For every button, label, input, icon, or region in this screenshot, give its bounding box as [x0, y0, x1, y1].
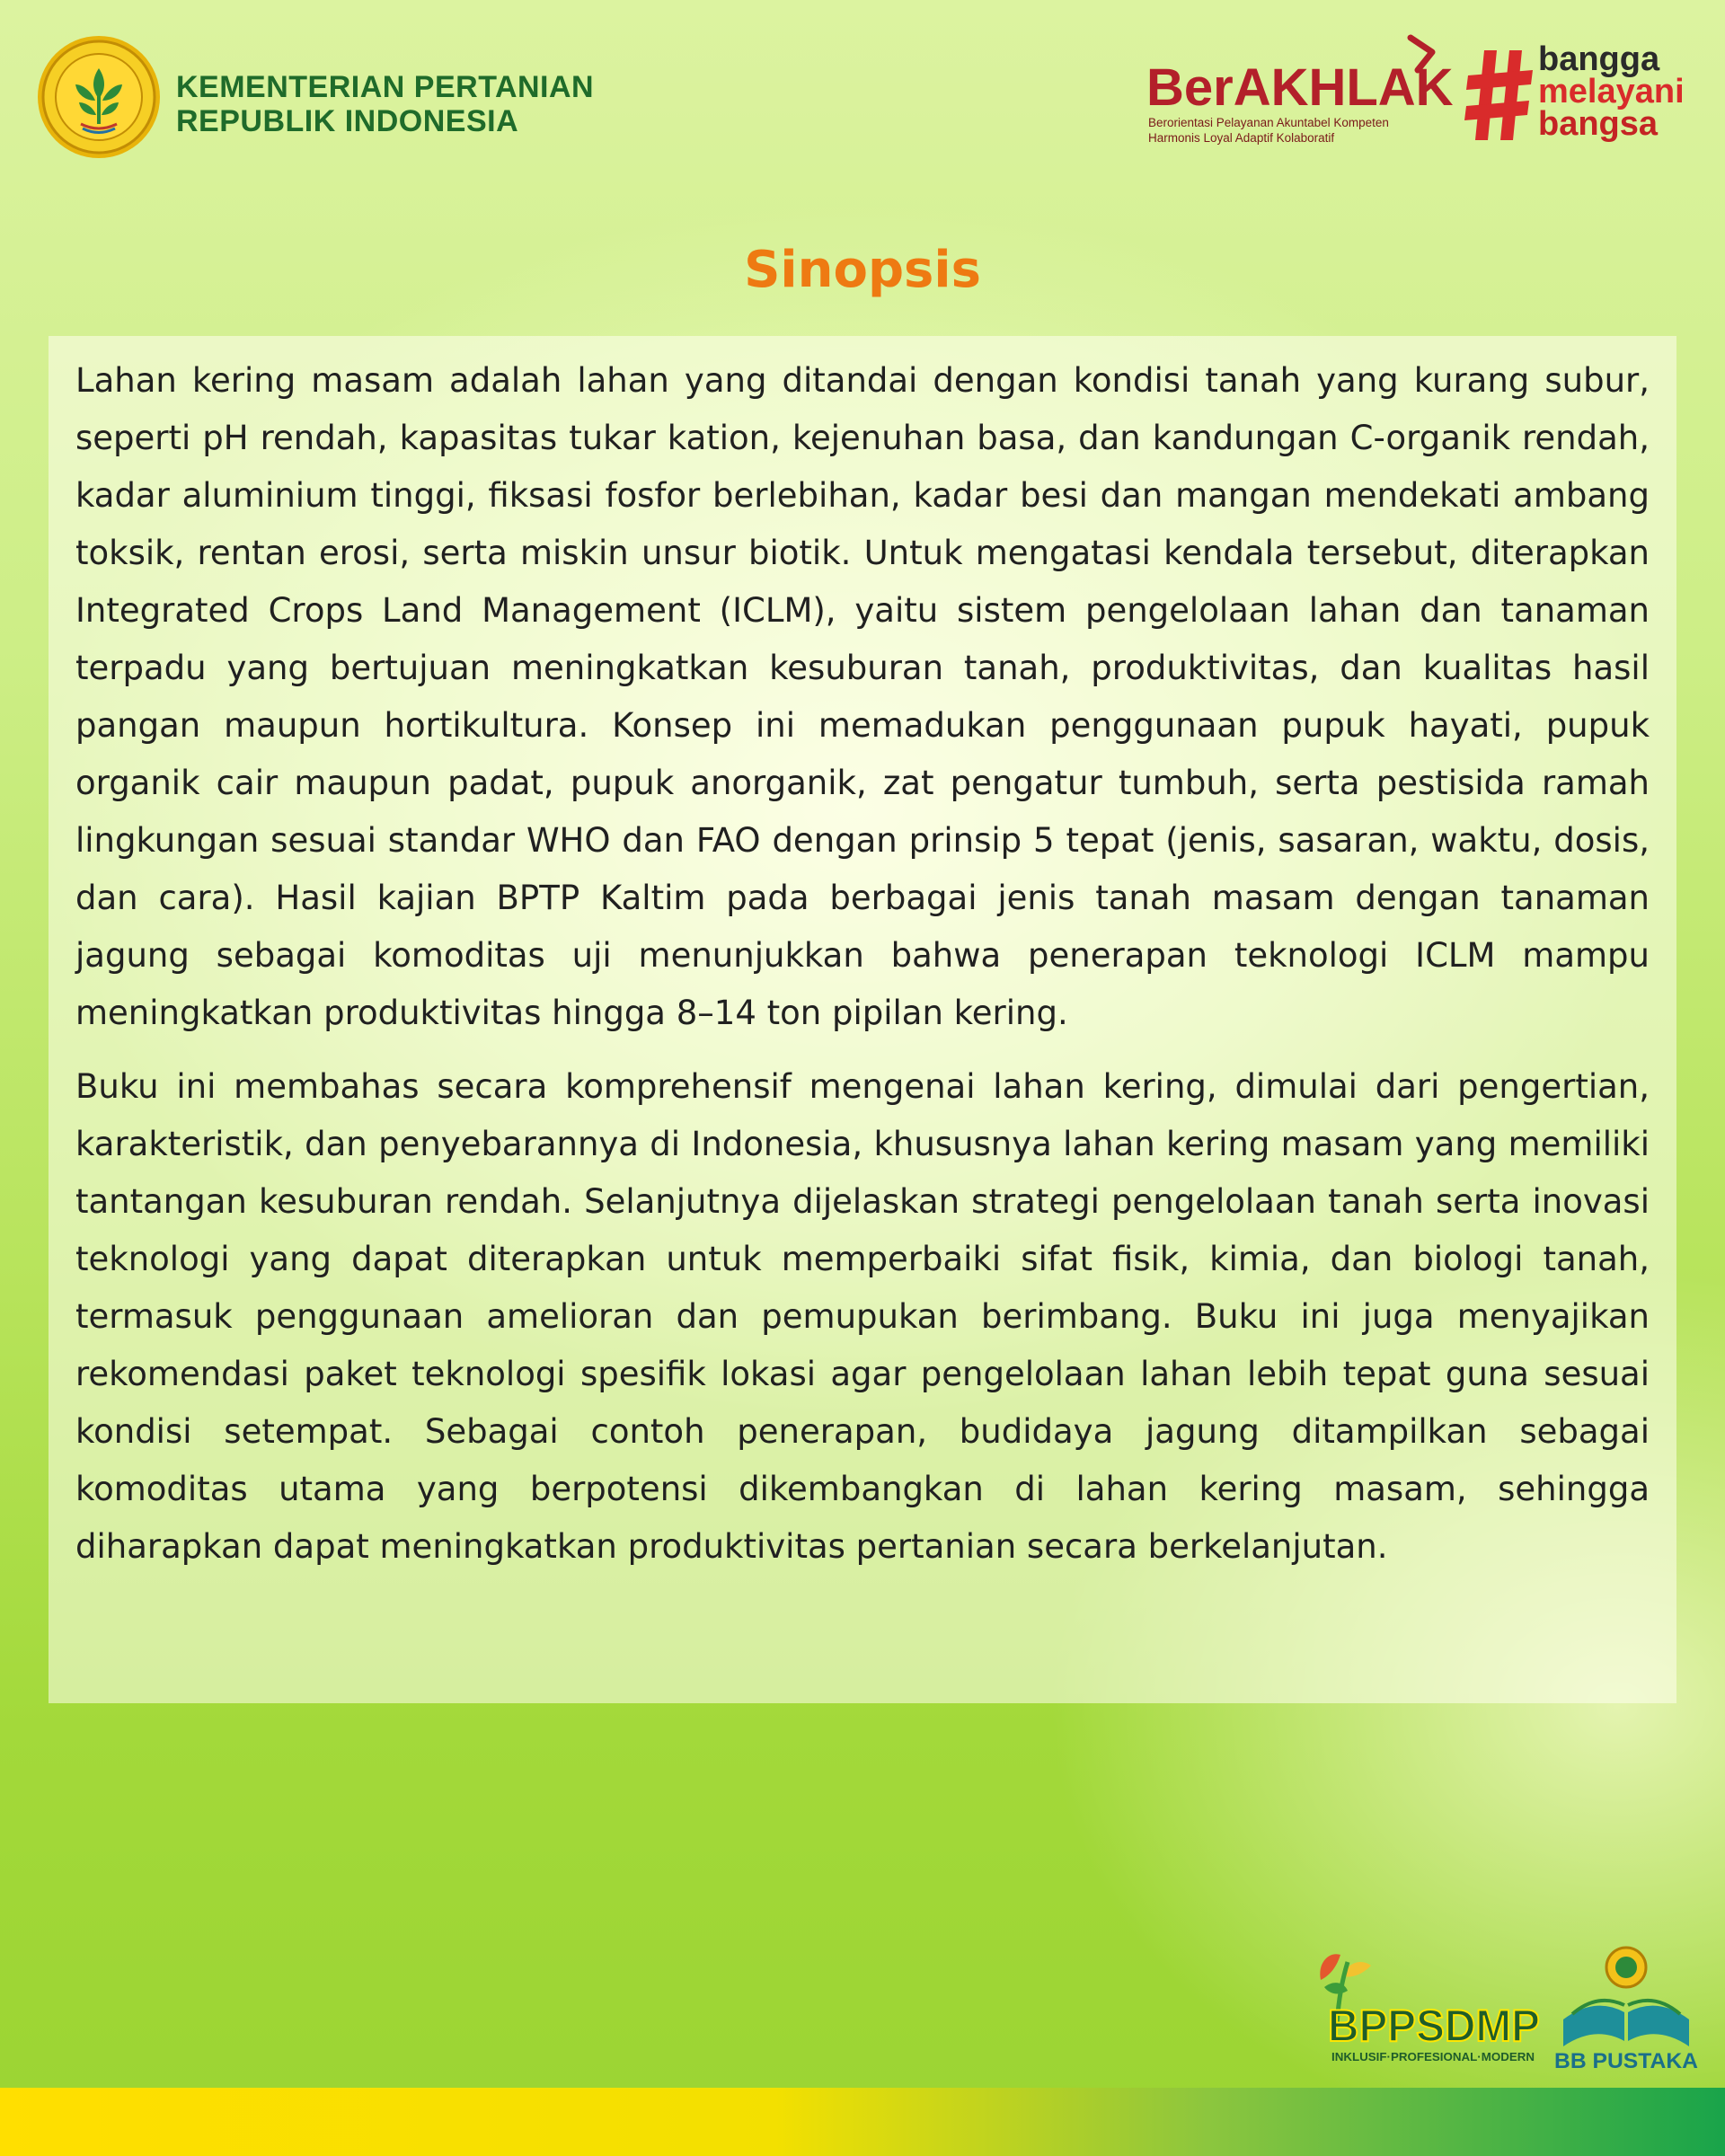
bangga-line1: bangga [1538, 40, 1660, 78]
bbpustaka-logo-icon [1545, 1940, 1707, 2073]
bottom-color-bar [0, 2088, 1725, 2156]
ministry-name [176, 70, 594, 138]
chevron-right-icon [1405, 34, 1441, 74]
synopsis-paragraph-1: Lahan kering masam adalah lahan yang ditandai dengan kondisi tanah yang kurang subur, seperti pH rendah, kapasitas tukar kation, kejenuhan basa, dan kandungan C-organik rendah, kadar aluminium tinggi, fiksasi fosfor berlebihan, kadar besi dan mangan mendekati ambang toksik, rentan erosi, serta miskin unsur biotik. Untuk mengatasi kendala tersebut, diterapkan Integrated Crops Land Management (ICLM), yaitu sistem pengelolaan lahan dan tanaman terpadu yang bertujuan meningkatkan kesuburan tanah, produktivitas, dan kualitas hasil pangan maupun hortikultura. Konsep ini memadukan penggunaan pupuk hayati, pupuk organik cair maupun padat, pupuk anorganik, zat pengatur tumbuh, serta pestisida ramah lingkungan sesuai standar WHO dan FAO dengan prinsip 5 tepat (jenis, sasaran, waktu, dosis, dan cara). Hasil kajian BPTP Kaltim pada berbagai jenis tanah masam dengan tanaman jagung sebagai komoditas uji menunjukkan bahwa penerapan teknologi ICLM mampu meningkatkan produktivitas hingga 8–14 ton pipilan kering. [75, 361, 1650, 1032]
bppsdmp-name: BPPSDMP [1328, 2001, 1540, 2051]
bangga-melayani-bangsa-logo [1464, 40, 1716, 151]
ministry-line1: KEMENTERIAN PERTANIAN [176, 70, 595, 104]
berakhlak-tagline [1148, 115, 1389, 146]
bangga-line2: melayani [1538, 73, 1685, 110]
berakhlak-tagline-line2: Harmonis Loyal Adaptif Kolaboratif [1148, 131, 1335, 145]
header [0, 0, 1725, 216]
synopsis-paragraph-2: Buku ini membahas secara komprehensif mengenai lahan kering, dimulai dari pengertian, karakteristik, dan penyebarannya di Indonesia, khususnya lahan kering masam yang memiliki tantangan kesuburan rendah. Selanjutnya dijelaskan strategi pengelolaan tanah serta inovasi teknologi yang dapat diterapkan untuk memperbaiki sifat fisik, kimia, dan biologi tanah, termasuk penggunaan amelioran dan pemupukan berimbang. Buku ini juga menyajikan rekomendasi paket teknologi spesifik lokasi agar pengelolaan lahan lebih tepat guna sesuai kondisi setempat. Sebagai contoh penerapan, budidaya jagung ditampilkan sebagai komoditas utama yang berpotensi dikembangkan di lahan kering masam, sehingga diharapkan dapat meningkatkan produktivitas pertanian secara berkelanjutan. [75, 1067, 1650, 1566]
berakhlak-word: BerAKHLAK [1146, 58, 1454, 117]
berakhlak-logo [1146, 27, 1454, 153]
synopsis-text-box [49, 336, 1676, 1703]
footer-logos [1276, 1940, 1707, 2075]
ministry-line2: REPUBLIK INDONESIA [176, 104, 519, 138]
hashtag-icon [1464, 47, 1536, 144]
kementan-logo-icon [36, 34, 162, 160]
bbpustaka-name: BB PUSTAKA [1554, 2049, 1698, 2073]
bangga-line3: bangsa [1538, 105, 1659, 143]
berakhlak-tagline-line1: Berorientasi Pelayanan Akuntabel Kompeten [1148, 116, 1389, 129]
bppsdmp-logo-icon [1285, 1944, 1545, 2070]
bppsdmp-tagline: INKLUSIF·PROFESIONAL·MODERN [1331, 2050, 1535, 2063]
bangga-text [1538, 40, 1685, 143]
page-title: Sinopsis [744, 241, 981, 299]
